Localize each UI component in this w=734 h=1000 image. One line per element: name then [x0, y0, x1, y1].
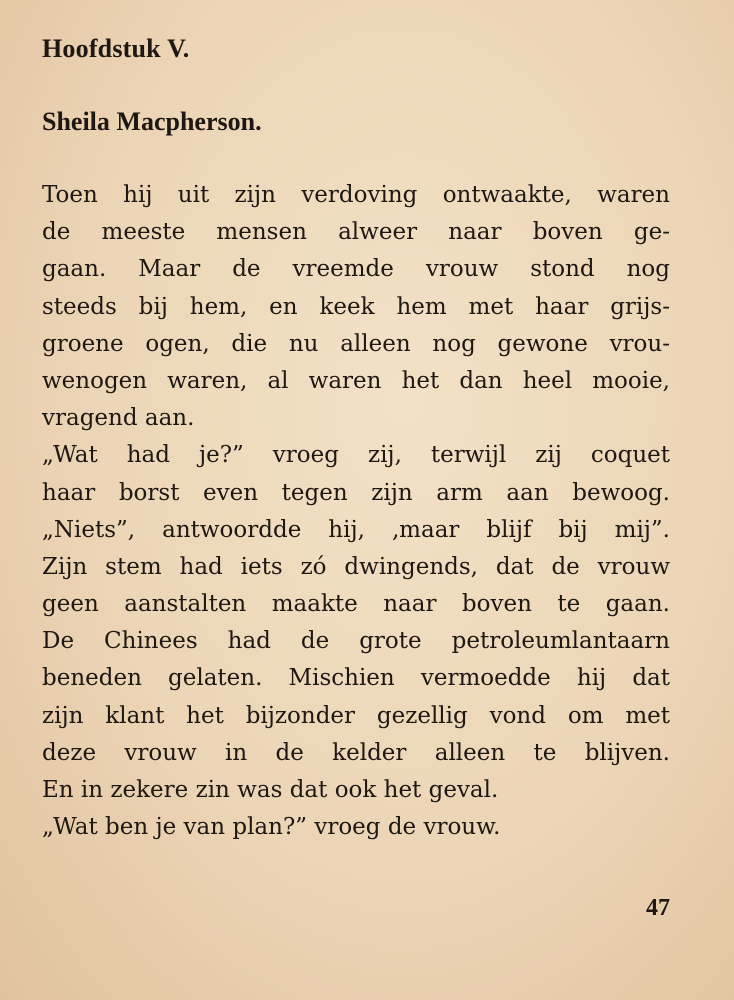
text-line: de meeste mensen alweer naar boven ge-	[42, 219, 670, 246]
chapter-heading: Hoofdstuk V.	[42, 34, 190, 63]
text-line: „Wat had je?” vroeg zij, terwijl zij coquet	[42, 442, 670, 469]
page-number: 47	[646, 895, 670, 921]
text-line: vragend aan.	[42, 405, 195, 432]
text-line: De Chinees had de grote petroleumlantaarn	[42, 628, 670, 655]
text-line: wenogen waren, al waren het dan heel mooie,	[42, 367, 670, 394]
text-line: zijn klant het bijzonder gezellig vond om met	[42, 702, 670, 729]
text-line: „Wat ben je van plan?” vroeg de vrouw.	[42, 814, 501, 841]
text-line: beneden gelaten. Mischien vermoedde hij dat	[42, 665, 670, 692]
text-line: gaan. Maar de vreemde vrouw stond nog	[42, 256, 670, 283]
text-line: geen aanstalten maakte naar boven te gaan.	[42, 591, 670, 618]
text-line: Toen hij uit zijn verdoving ontwaakte, waren	[42, 182, 670, 208]
chapter-title: Sheila Macpherson.	[42, 107, 262, 136]
text-line: Zijn stem had iets zó dwingends, dat de vrouw	[42, 553, 670, 580]
text-line: „Niets”, antwoordde hij, ‚maar blijf bij mij”.	[42, 516, 670, 543]
text-line: haar borst even tegen zijn arm aan bewoog.	[42, 479, 670, 506]
body-text	[42, 177, 670, 846]
text-line: steeds bij hem, en keek hem met haar grijs-	[42, 293, 670, 320]
text-line: deze vrouw in de kelder alleen te blijven.	[42, 739, 670, 766]
text-line: groene ogen, die nu alleen nog gewone vrou-	[42, 330, 670, 357]
text-line: En in zekere zin was dat ook het geval.	[42, 777, 499, 803]
